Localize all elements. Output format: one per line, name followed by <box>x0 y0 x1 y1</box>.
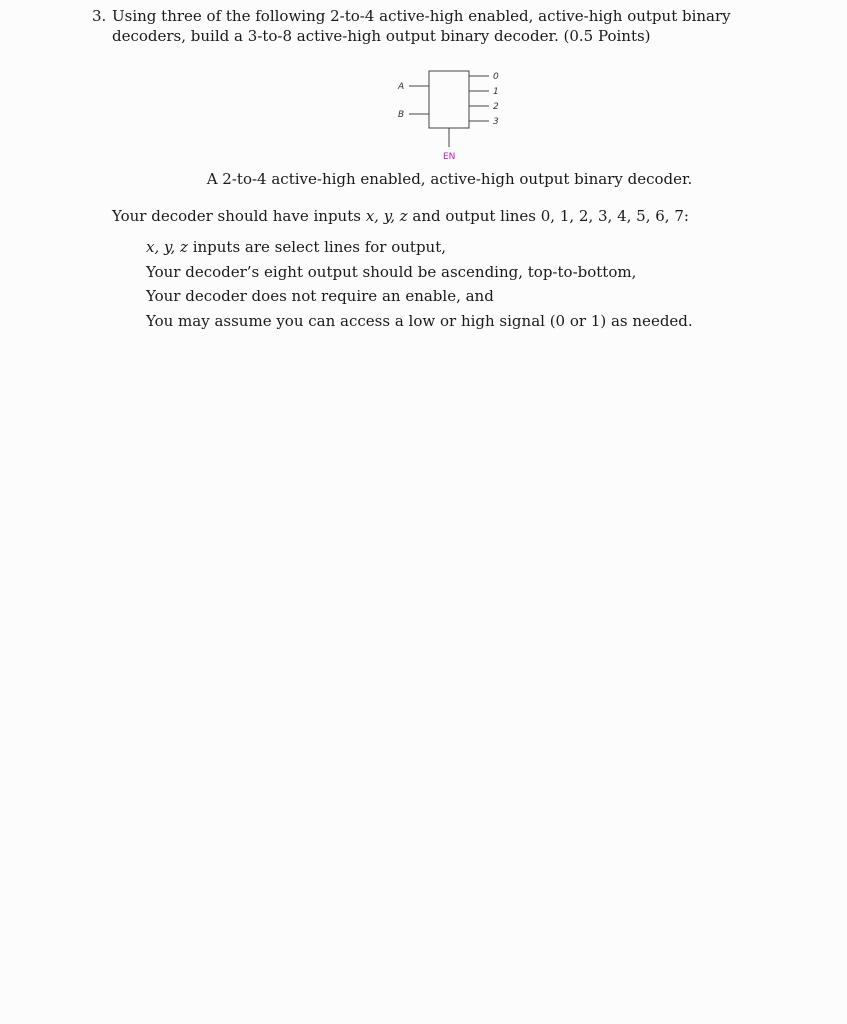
output-label-0: 0 <box>493 72 499 82</box>
intro-before: Your decoder should have inputs <box>112 207 366 225</box>
intro-inputs: x, y, z <box>365 207 408 225</box>
condition-text: Your decoder does not require an enable, and <box>146 287 494 305</box>
intro-middle: and output lines <box>407 207 541 225</box>
condition-text: Your decoder’s eight output should be ascending, top-to-bottom, <box>146 262 637 281</box>
enable-label: EN <box>443 152 456 162</box>
caption-text: A 2-to-4 active-high enabled, active-high output binary decoder. <box>206 170 693 188</box>
input-label-b: B <box>398 110 405 120</box>
decoder-box <box>429 71 469 128</box>
output-label-3: 3 <box>493 117 499 127</box>
intro-end: : <box>683 207 689 225</box>
output-label-1: 1 <box>493 87 499 97</box>
condition-item <box>146 286 693 311</box>
question-text: Using three of the following 2-to-4 active-high enabled, active-high output binary decoders, build a 3-to-8 active-high output binary decoder. (0.5 Points) <box>112 7 731 45</box>
input-label-a: A <box>398 82 405 92</box>
intro-paragraph <box>112 206 689 226</box>
output-label-2: 2 <box>493 102 499 112</box>
diagram-caption <box>0 170 847 188</box>
condition-math: x, y, z <box>146 238 188 256</box>
intro-outputs: 0, 1, 2, 3, 4, 5, 6, 7 <box>540 207 684 225</box>
question-number: 3. <box>92 7 107 25</box>
decoder-diagram <box>385 62 525 167</box>
condition-item <box>146 237 693 262</box>
condition-text: inputs are select lines for output, <box>187 238 447 256</box>
condition-item <box>146 262 693 287</box>
condition-text: You may assume you can access a low or high signal (0 or 1) as needed. <box>146 311 693 330</box>
decoder-svg <box>385 62 525 167</box>
conditions-list <box>146 237 693 335</box>
question-block <box>92 6 802 46</box>
condition-item <box>146 311 693 336</box>
